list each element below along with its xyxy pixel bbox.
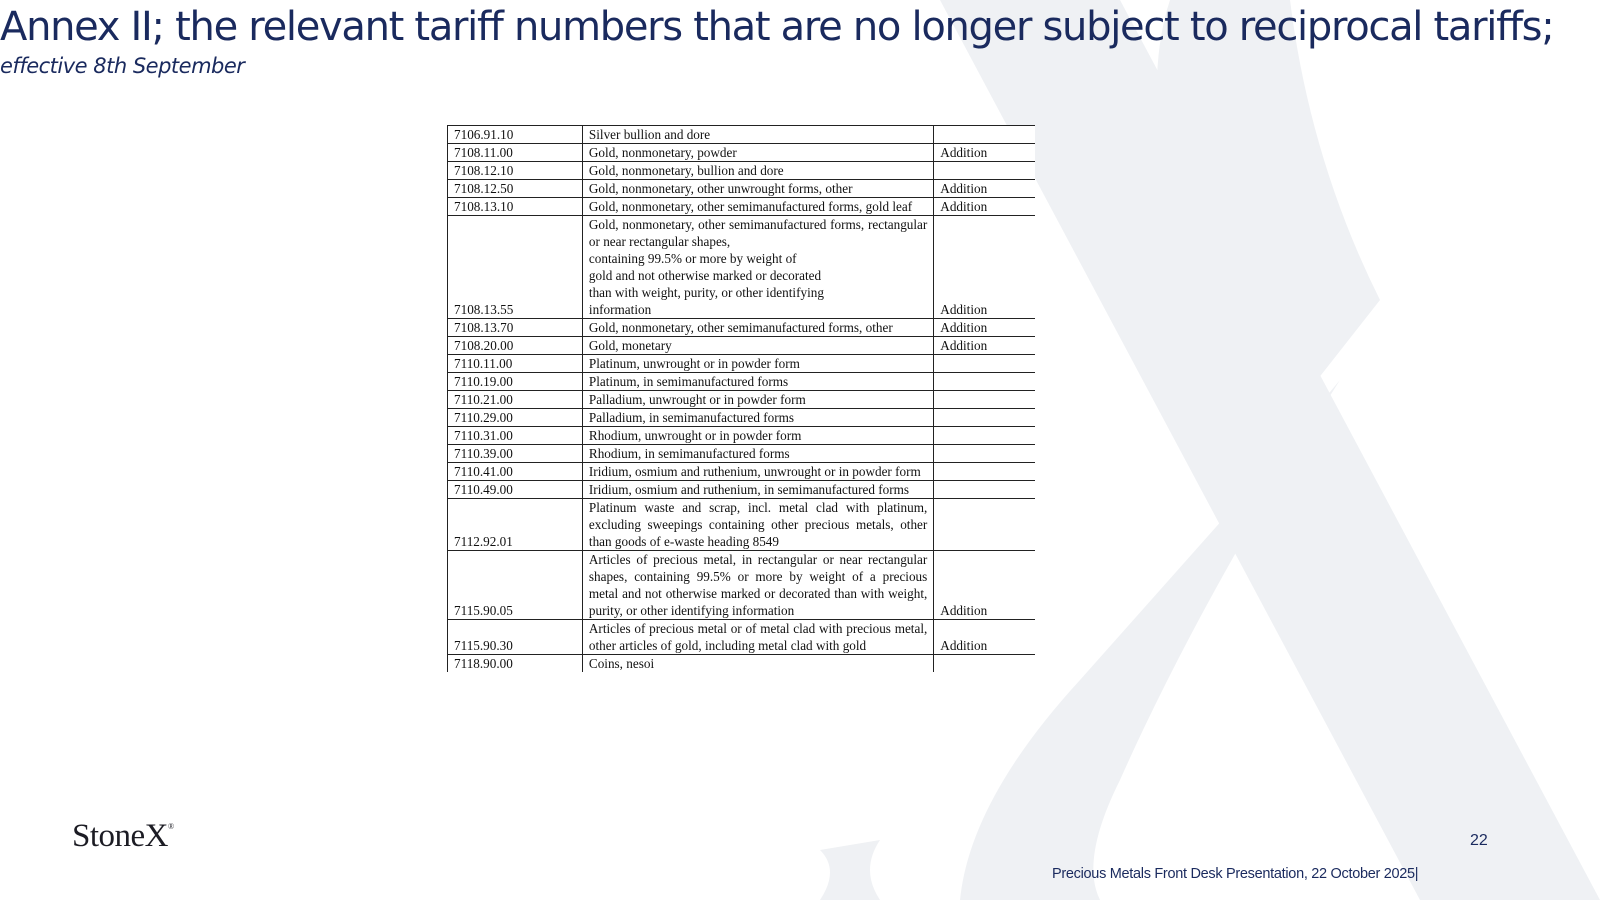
description-cell: Platinum waste and scrap, incl. metal clad with platinum, excluding sweepings containing other precious metals, other than goods of e-waste heading 8549 [582, 499, 933, 551]
description-cell: Gold, nonmonetary, powder [582, 144, 933, 162]
note-cell [934, 373, 1035, 391]
table-row [448, 144, 1036, 162]
note-cell [934, 499, 1035, 551]
table-row [448, 463, 1036, 481]
description-cell: Platinum, in semimanufactured forms [582, 373, 933, 391]
table-row [448, 162, 1036, 180]
description-cell: Gold, nonmonetary, bullion and dore [582, 162, 933, 180]
note-cell [934, 391, 1035, 409]
table-row [448, 499, 1036, 551]
note-cell [934, 427, 1035, 445]
note-cell: Addition [934, 144, 1035, 162]
note-cell: Addition [934, 319, 1035, 337]
tariff-code-cell: 7118.90.00 [448, 655, 583, 673]
note-cell [934, 355, 1035, 373]
slide-title: Annex II; the relevant tariff numbers that are no longer subject to reciprocal tariffs; [0, 4, 1554, 50]
description-cell: Rhodium, in semimanufactured forms [582, 445, 933, 463]
description-cell: Gold, nonmonetary, other semimanufactured forms, other [582, 319, 933, 337]
note-cell: Addition [934, 337, 1035, 355]
tariff-code-cell: 7110.41.00 [448, 463, 583, 481]
tariff-code-cell: 7108.13.10 [448, 198, 583, 216]
tariff-code-cell: 7115.90.05 [448, 551, 583, 620]
table-row [448, 427, 1036, 445]
description-cell: Palladium, unwrought or in powder form [582, 391, 933, 409]
tariff-code-cell: 7110.31.00 [448, 427, 583, 445]
page-number: 22 [1470, 832, 1488, 849]
description-cell: Iridium, osmium and ruthenium, in semimanufactured forms [582, 481, 933, 499]
tariff-code-cell: 7112.92.01 [448, 499, 583, 551]
tariff-code-cell: 7110.21.00 [448, 391, 583, 409]
table-row [448, 620, 1036, 655]
table-row [448, 319, 1036, 337]
tariff-code-cell: 7115.90.30 [448, 620, 583, 655]
tariff-code-cell: 7108.13.70 [448, 319, 583, 337]
tariff-code-cell: 7108.20.00 [448, 337, 583, 355]
slide-subtitle: effective 8th September [0, 54, 245, 78]
note-cell [934, 655, 1035, 673]
note-cell: Addition [934, 620, 1035, 655]
table-row [448, 391, 1036, 409]
note-cell: Addition [934, 551, 1035, 620]
logo-text: StoneX [72, 818, 168, 854]
note-cell [934, 126, 1035, 144]
tariff-table-image [447, 125, 1037, 672]
table-row [448, 180, 1036, 198]
table-row [448, 551, 1036, 620]
table-row [448, 373, 1036, 391]
description-cell: Silver bullion and dore [582, 126, 933, 144]
note-cell [934, 481, 1035, 499]
tariff-code-cell: 7108.12.50 [448, 180, 583, 198]
tariff-code-cell: 7108.11.00 [448, 144, 583, 162]
note-cell [934, 162, 1035, 180]
tariff-code-cell: 7110.11.00 [448, 355, 583, 373]
note-cell: Addition [934, 180, 1035, 198]
description-cell: Gold, nonmonetary, other semimanufactured forms, rectangular or near rectangular shapes, containing 99.5% or more by weight of gold and not otherwise marked or decorated than with weight, purity, or other identifying information [582, 216, 933, 319]
note-cell [934, 445, 1035, 463]
table-row [448, 409, 1036, 427]
tariff-code-cell: 7108.12.10 [448, 162, 583, 180]
tariff-code-cell: 7108.13.55 [448, 216, 583, 319]
table-row [448, 216, 1036, 319]
description-cell: Gold, nonmonetary, other unwrought forms, other [582, 180, 933, 198]
table-row [448, 126, 1036, 144]
table-row [448, 337, 1036, 355]
table-row [448, 481, 1036, 499]
logo-trademark: ® [168, 822, 174, 831]
description-cell: Articles of precious metal or of metal clad with precious metal, other articles of gold, including metal clad with gold [582, 620, 933, 655]
tariff-code-cell: 7110.49.00 [448, 481, 583, 499]
description-cell: Palladium, in semimanufactured forms [582, 409, 933, 427]
tariff-code-cell: 7106.91.10 [448, 126, 583, 144]
table-row [448, 655, 1036, 673]
description-cell: Articles of precious metal, in rectangular or near rectangular shapes, containing 99.5% or more by weight of a precious metal and not otherwise marked or decorated than with weight, purity, or other identifying information [582, 551, 933, 620]
description-cell: Platinum, unwrought or in powder form [582, 355, 933, 373]
note-cell: Addition [934, 216, 1035, 319]
tariff-table [447, 125, 1035, 672]
description-cell: Gold, monetary [582, 337, 933, 355]
footer-text: Precious Metals Front Desk Presentation, 22 October 2025| [1052, 866, 1419, 882]
table-row [448, 445, 1036, 463]
description-cell: Coins, nesoi [582, 655, 933, 673]
description-cell: Iridium, osmium and ruthenium, unwrought or in powder form [582, 463, 933, 481]
note-cell [934, 463, 1035, 481]
tariff-code-cell: 7110.39.00 [448, 445, 583, 463]
table-row [448, 355, 1036, 373]
tariff-code-cell: 7110.19.00 [448, 373, 583, 391]
table-row [448, 198, 1036, 216]
description-cell: Gold, nonmonetary, other semimanufactured forms, gold leaf [582, 198, 933, 216]
note-cell [934, 409, 1035, 427]
stonex-logo [72, 818, 174, 855]
description-cell: Rhodium, unwrought or in powder form [582, 427, 933, 445]
note-cell: Addition [934, 198, 1035, 216]
tariff-code-cell: 7110.29.00 [448, 409, 583, 427]
